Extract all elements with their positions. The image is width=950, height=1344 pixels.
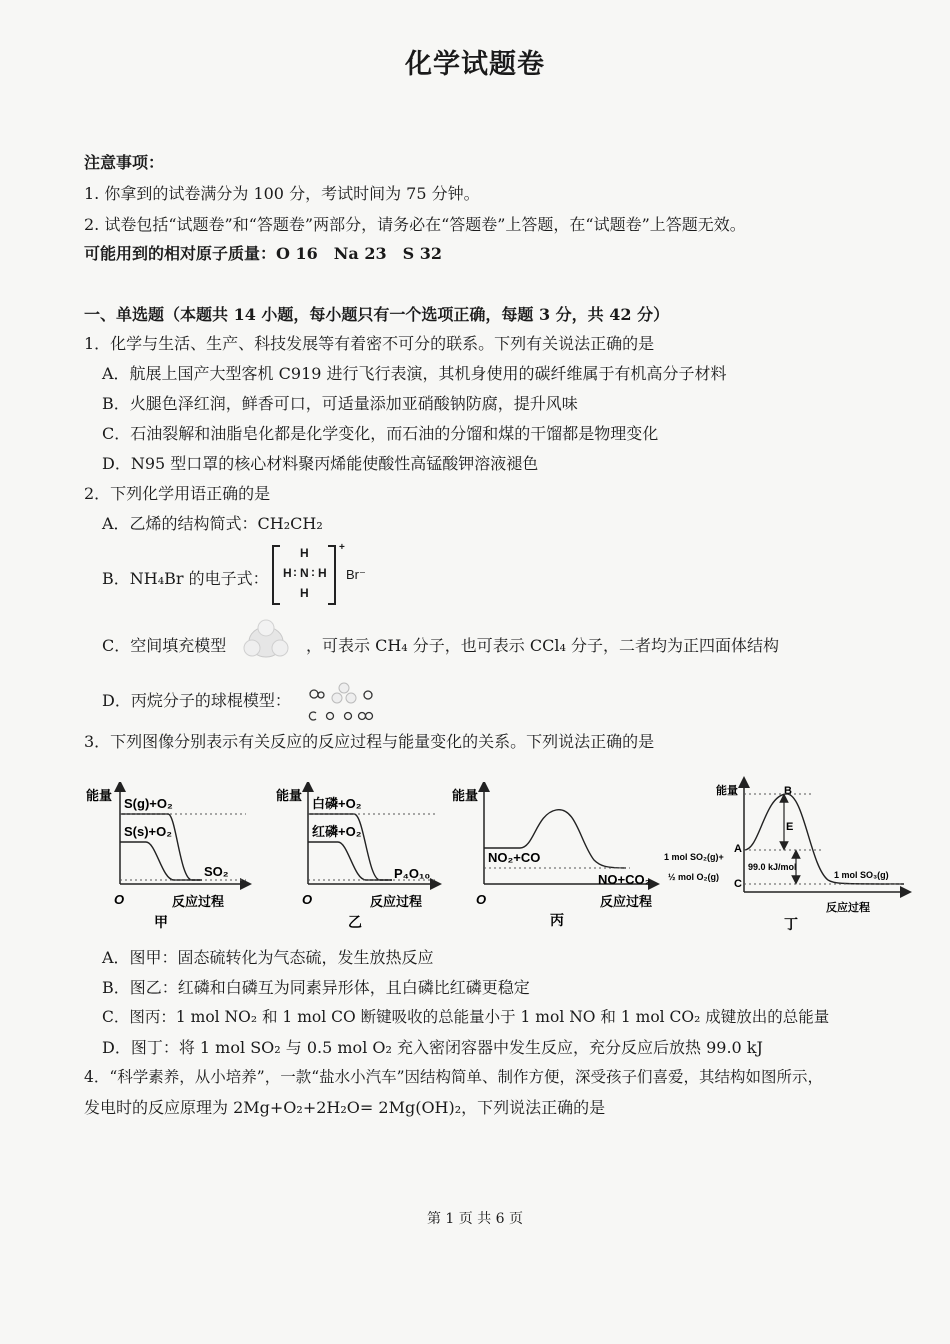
- ding-reactant-line1: 1 mol SO₂(g)+: [664, 852, 724, 862]
- q2-option-b: B．NH₄Br 的电子式：: [102, 569, 269, 588]
- notice-item-2: 2. 试卷包括“试题卷”和“答题卷”两部分，请务必在“答题卷”上答题，在“试题卷”上答题无效。: [84, 215, 746, 234]
- notice-item-1: 1. 你拿到的试卷满分为 100 分，考试时间为 75 分钟。: [84, 184, 480, 203]
- yi-y-label: 能量: [276, 788, 303, 803]
- q1-option-a: A．航展上国产大型客机 C919 进行飞行表演，其机身使用的碳纤维属于有机高分子材料: [102, 364, 727, 383]
- q2-option-c-pre: C．空间填充模型: [102, 636, 227, 655]
- q2-stem: 2．下列化学用语正确的是: [84, 484, 271, 503]
- ef-h-left: H: [283, 566, 292, 580]
- ef-anion: Br⁻: [346, 567, 366, 582]
- q1-option-b: B．火腿色泽红润，鲜香可口，可适量添加亚硝酸钠防腐，提升风味: [102, 394, 578, 413]
- ef-h-right: H: [318, 566, 327, 580]
- space-filling-model-image: [238, 618, 294, 662]
- jia-product-label: SO₂: [204, 864, 229, 879]
- q4-line-1: 4．“科学素养，从小培养”，一款“盐水小汽车”因结构简单、制作方便，深受孩子们喜爱，其结构如图所示，: [84, 1068, 824, 1086]
- q2-option-d: D．丙烷分子的球棍模型：: [102, 691, 291, 710]
- bing-x-label: 反应过程: [600, 894, 653, 909]
- jia-lower-label: S(s)+O₂: [124, 824, 173, 839]
- yi-origin: O: [302, 892, 313, 907]
- q3-option-d: D．图丁：将 1 mol SO₂ 与 0.5 mol O₂ 充入密闭容器中发生反应，充分反应后放热 99.0 kJ: [102, 1038, 763, 1057]
- ding-label-c: C: [734, 878, 742, 890]
- ef-colon-left: :: [293, 565, 297, 579]
- yi-upper-label: 白磷+O₂: [312, 796, 362, 811]
- section-heading: 一、单选题（本题共 14 小题，每小题只有一个选项正确，每题 3 分，共 42 分）: [84, 305, 670, 324]
- ef-charge: +: [339, 542, 345, 553]
- jia-y-label: 能量: [86, 788, 113, 803]
- ef-h-bottom: H: [300, 586, 309, 600]
- q1-stem: 1．化学与生活、生产、科技发展等有着密不可分的联系。下列有关说法正确的是: [84, 334, 655, 353]
- bing-y-label: 能量: [452, 788, 479, 803]
- ding-dh-label: 99.0 kJ/mol: [748, 862, 797, 872]
- ding-name: 丁: [784, 916, 798, 932]
- yi-x-label: 反应过程: [370, 894, 423, 909]
- jia-upper-label: S(g)+O₂: [124, 796, 173, 811]
- q3-option-a: A．图甲：固态硫转化为气态硫，发生放热反应: [102, 948, 434, 967]
- ding-product-label: 1 mol SO₃(g): [834, 870, 889, 880]
- ding-x-label: 反应过程: [826, 902, 870, 914]
- q2-option-a: A．乙烯的结构简式：CH₂CH₂: [102, 514, 323, 533]
- jia-origin: O: [114, 892, 125, 907]
- ding-label-e: E: [786, 821, 794, 833]
- ef-h-top: H: [300, 546, 309, 560]
- q1-option-c: C．石油裂解和油脂皂化都是化学变化，而石油的分馏和煤的干馏都是物理变化: [102, 424, 659, 443]
- bracket-right: [328, 545, 336, 605]
- jia-name: 甲: [154, 914, 168, 930]
- notice-heading: 注意事项：: [84, 153, 165, 172]
- bing-reactant-label: NO₂+CO: [488, 850, 541, 865]
- ef-colon-right: :: [311, 565, 315, 579]
- bing-origin: O: [476, 892, 487, 907]
- page-footer: 第 1 页 共 6 页: [426, 1211, 524, 1227]
- ding-label-b: B: [784, 785, 792, 797]
- yi-lower-label: 红磷+O₂: [312, 824, 362, 839]
- ball-stick-model-image: [306, 680, 382, 722]
- q3-option-b: B．图乙：红磷和白磷互为同素异形体，且白磷比红磷更稳定: [102, 978, 530, 997]
- q3-stem: 3．下列图像分别表示有关反应的反应过程与能量变化的关系。下列说法正确的是: [84, 732, 655, 751]
- bing-product-label: NO+CO₂: [598, 872, 651, 887]
- yi-product-label: P₄O₁₀: [394, 866, 431, 881]
- atomic-mass-line: 可能用到的相对原子质量：O 16 Na 23 S 32: [84, 244, 442, 263]
- ding-label-a: A: [734, 843, 742, 855]
- diagram-jia: [84, 782, 254, 932]
- q2-option-c-post: ，可表示 CH₄ 分子，也可表示 CCl₄ 分子，二者均为正四面体结构: [306, 636, 779, 655]
- ef-n: N: [300, 566, 309, 580]
- ding-y-label: 能量: [716, 785, 738, 797]
- jia-x-label: 反应过程: [172, 894, 225, 909]
- yi-name: 乙: [348, 914, 362, 930]
- q3-option-c: C．图丙：1 mol NO₂ 和 1 mol CO 断键吸收的总能量小于 1 mol NO 和 1 mol CO₂ 成键放出的总能量: [102, 1008, 830, 1026]
- q1-option-d: D．N95 型口罩的核心材料聚丙烯能使酸性高锰酸钾溶液褪色: [102, 454, 539, 473]
- diagram-yi: [276, 782, 446, 932]
- bing-name: 丙: [550, 912, 564, 928]
- page-title: 化学试题卷: [405, 49, 545, 80]
- diagram-bing: [450, 782, 660, 932]
- ding-reactant-line2: ½ mol O₂(g): [668, 872, 719, 882]
- diagram-ding: [664, 774, 914, 934]
- bracket-left: [272, 545, 280, 605]
- q4-line-2: 发电时的反应原理为 2Mg+O₂+2H₂O= 2Mg(OH)₂，下列说法正确的是: [84, 1098, 606, 1117]
